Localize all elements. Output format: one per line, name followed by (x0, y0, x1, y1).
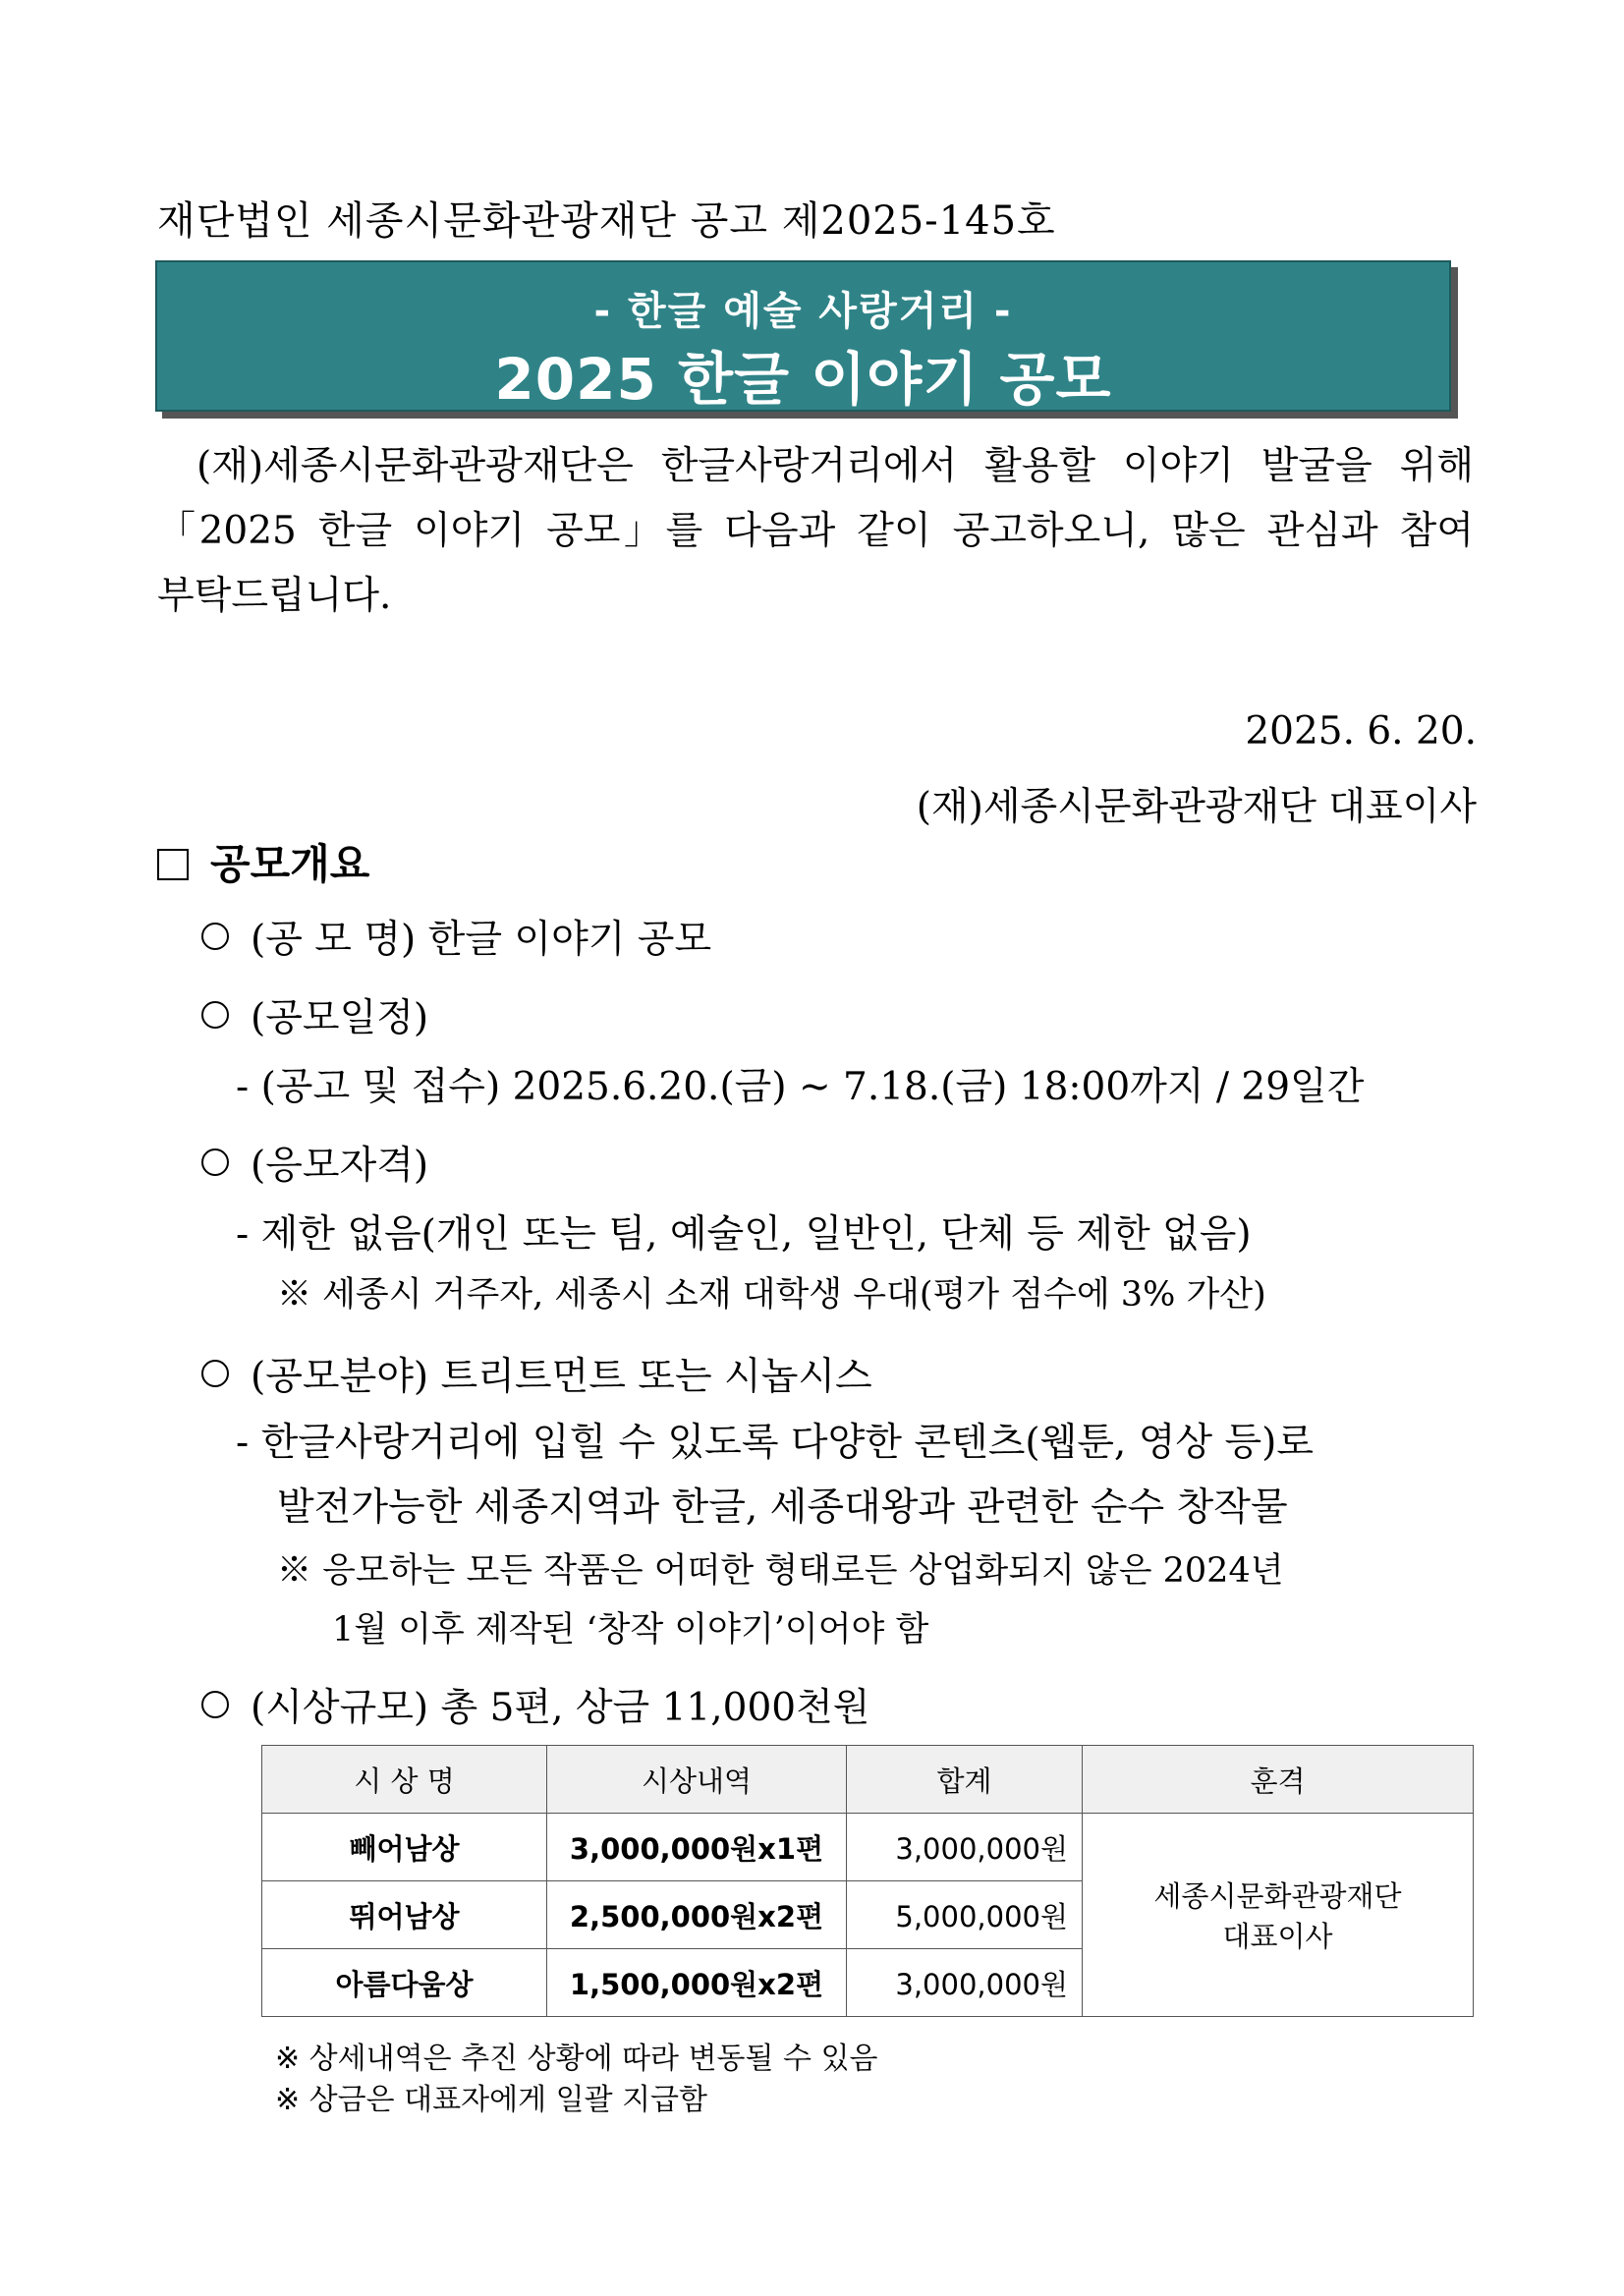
checkbox-square-icon (157, 849, 189, 880)
category-note-1: ※ 응모하는 모든 작품은 어떠한 형태로든 상업화되지 않은 2024년 (277, 1551, 1284, 1591)
intro-paragraph: (재)세종시문화관광재단은 한글사랑거리에서 활용할 이야기 발굴을 위해 「2025 한글 이야기 공모」를 다음과 같이 공고하오니, 많은 관심과 참여 부탁드립니다. (157, 444, 1474, 618)
list-item-category: (공모분야) 트리트먼트 또는 시놉시스 (201, 1346, 872, 1401)
schedule-detail: - (공고 및 접수) 2025.6.20.(금) ~ 7.18.(금) 18:00까지 / 29일간 (236, 1065, 1365, 1109)
honor-line-2: 대표이사 (1222, 1920, 1333, 1953)
category-detail-2: 발전가능한 세종지역과 한글, 세종대왕과 관련한 순수 창작물 (277, 1485, 1288, 1530)
category-detail-1: - 한글사랑거리에 입힐 수 있도록 다양한 콘텐츠(웹툰, 영상 등)로 (236, 1421, 1315, 1465)
notice-number: 재단법인 세종시문화관광재단 공고 제2025-145호 (157, 198, 1056, 244)
list-item-eligibility: (응모자격) (201, 1135, 428, 1190)
table-header: 훈격 (1083, 1746, 1474, 1814)
list-item-prizes: (시상규모) 총 5편, 상금 11,000천원 (201, 1677, 869, 1732)
category-note-2: 1월 이후 제작된 ‘창작 이야기’이어야 함 (332, 1610, 929, 1650)
circle-bullet-icon (201, 1148, 229, 1176)
eligibility-note: ※ 세종시 거주자, 세종시 소재 대학생 우대(평가 점수에 3% 가산) (277, 1275, 1266, 1315)
page-title: 2025 한글 이야기 공모 (494, 346, 1112, 413)
prize-name: 뛰어남상 (262, 1881, 547, 1949)
table-header: 시 상 명 (262, 1746, 547, 1814)
circle-bullet-icon (201, 923, 229, 950)
prize-name: 아름다움상 (262, 1949, 547, 2017)
section-heading: 공모개요 (157, 832, 369, 891)
circle-bullet-icon (201, 1001, 229, 1029)
list-item-title: (공 모 명) 한글 이야기 공모 (201, 909, 711, 964)
prize-honor (1083, 1814, 1474, 2017)
prize-name: 빼어남상 (262, 1814, 547, 1881)
table-header: 합계 (847, 1746, 1083, 1814)
issuer: (재)세종시문화관광재단 대표이사 (916, 785, 1477, 829)
circle-bullet-icon (201, 1691, 229, 1718)
title-subtitle: - 한글 예술 사랑거리 - (593, 289, 1013, 334)
prize-table (261, 1745, 1474, 2017)
table-row (262, 1814, 1474, 1881)
prize-detail: 3,000,000원x1편 (547, 1814, 847, 1881)
table-header-row (262, 1746, 1474, 1814)
list-item-schedule: (공모일정) (201, 987, 428, 1042)
table-note-1: ※ 상세내역은 추진 상황에 따라 변동될 수 있음 (275, 2042, 878, 2076)
eligibility-detail: - 제한 없음(개인 또는 팀, 예술인, 일반인, 단체 등 제한 없음) (236, 1212, 1252, 1257)
prize-total: 3,000,000원 (847, 1814, 1083, 1881)
prize-total: 5,000,000원 (847, 1881, 1083, 1949)
prize-detail: 1,500,000원x2편 (547, 1949, 847, 2017)
honor-line-1: 세종시문화관광재단 (1153, 1879, 1402, 1913)
notice-date: 2025. 6. 20. (1245, 709, 1477, 754)
table-header: 시상내역 (547, 1746, 847, 1814)
table-note-2: ※ 상금은 대표자에게 일괄 지급함 (275, 2083, 708, 2117)
title-banner (155, 260, 1451, 412)
prize-total: 3,000,000원 (847, 1949, 1083, 2017)
prize-detail: 2,500,000원x2편 (547, 1881, 847, 1949)
circle-bullet-icon (201, 1360, 229, 1387)
